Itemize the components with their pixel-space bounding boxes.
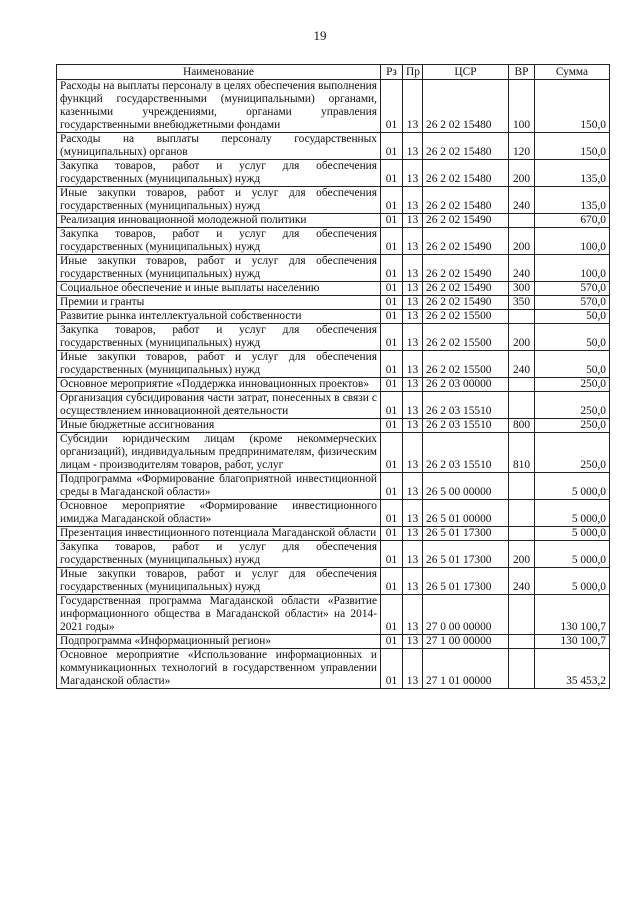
- row-pr: 13: [403, 473, 423, 500]
- row-sum: 250,0: [535, 419, 610, 433]
- row-name: Иные закупки товаров, работ и услуг для обеспечения государственных (муниципальных) нужд: [57, 187, 381, 214]
- row-sum: 250,0: [535, 378, 610, 392]
- row-vr: [509, 527, 535, 541]
- row-csr: 27 0 00 00000: [423, 595, 509, 635]
- row-csr: 26 2 02 15480: [423, 133, 509, 160]
- table-row: [57, 324, 610, 351]
- row-vr: 100: [509, 80, 535, 133]
- row-rz: 01: [381, 351, 403, 378]
- row-csr: 26 2 02 15480: [423, 160, 509, 187]
- row-rz: 01: [381, 160, 403, 187]
- row-name: Субсидии юридическим лицам (кроме некоммерческих организаций), индивидуальным предпринимателям, физическим лицам - производителям товаров, работ, услуг: [57, 433, 381, 473]
- row-sum: 570,0: [535, 296, 610, 310]
- row-name: Расходы на выплаты персоналу государственных (муниципальных) органов: [57, 133, 381, 160]
- row-rz: 01: [381, 635, 403, 649]
- row-rz: 01: [381, 541, 403, 568]
- row-rz: 01: [381, 187, 403, 214]
- row-sum: 670,0: [535, 214, 610, 228]
- row-pr: 13: [403, 527, 423, 541]
- row-name: Организация субсидирования части затрат, понесенных в связи с осуществлением инновационной деятельности: [57, 392, 381, 419]
- row-vr: 300: [509, 282, 535, 296]
- table-row: [57, 160, 610, 187]
- row-sum: 130 100,7: [535, 595, 610, 635]
- table-body: [57, 80, 610, 689]
- row-sum: 50,0: [535, 351, 610, 378]
- table-row: [57, 595, 610, 635]
- row-name: Закупка товаров, работ и услуг для обеспечения государственных (муниципальных) нужд: [57, 324, 381, 351]
- row-vr: [509, 310, 535, 324]
- row-rz: 01: [381, 282, 403, 296]
- table-row: [57, 378, 610, 392]
- row-vr: [509, 473, 535, 500]
- row-csr: 27 1 00 00000: [423, 635, 509, 649]
- row-vr: 240: [509, 568, 535, 595]
- row-vr: [509, 500, 535, 527]
- row-name: Закупка товаров, работ и услуг для обеспечения государственных (муниципальных) нужд: [57, 160, 381, 187]
- row-rz: 01: [381, 296, 403, 310]
- row-pr: 13: [403, 228, 423, 255]
- row-csr: 26 2 02 15490: [423, 214, 509, 228]
- table-row: [57, 649, 610, 689]
- row-sum: 50,0: [535, 324, 610, 351]
- row-pr: 13: [403, 649, 423, 689]
- row-pr: 13: [403, 160, 423, 187]
- header-pr: Пр: [403, 65, 423, 80]
- row-sum: 100,0: [535, 228, 610, 255]
- row-pr: 13: [403, 296, 423, 310]
- row-sum: 35 453,2: [535, 649, 610, 689]
- row-pr: 13: [403, 595, 423, 635]
- row-csr: 26 5 01 00000: [423, 500, 509, 527]
- row-vr: [509, 378, 535, 392]
- row-csr: 26 2 03 15510: [423, 433, 509, 473]
- row-rz: 01: [381, 378, 403, 392]
- row-rz: 01: [381, 595, 403, 635]
- row-vr: 120: [509, 133, 535, 160]
- row-vr: 800: [509, 419, 535, 433]
- row-name: Основное мероприятие «Поддержка инновационных проектов»: [57, 378, 381, 392]
- row-csr: 26 2 03 15510: [423, 419, 509, 433]
- table-row: [57, 187, 610, 214]
- table-row: [57, 500, 610, 527]
- row-name: Иные закупки товаров, работ и услуг для обеспечения государственных (муниципальных) нужд: [57, 351, 381, 378]
- row-sum: 5 000,0: [535, 473, 610, 500]
- row-vr: 350: [509, 296, 535, 310]
- table-row: [57, 473, 610, 500]
- row-pr: 13: [403, 419, 423, 433]
- header-csr: ЦСР: [423, 65, 509, 80]
- row-name: Основное мероприятие «Формирование инвестиционного имиджа Магаданской области»: [57, 500, 381, 527]
- table-row: [57, 282, 610, 296]
- row-rz: 01: [381, 310, 403, 324]
- row-name: Подпрограмма «Информационный регион»: [57, 635, 381, 649]
- row-rz: 01: [381, 228, 403, 255]
- row-vr: 200: [509, 160, 535, 187]
- row-name: Реализация инновационной молодежной политики: [57, 214, 381, 228]
- header-vr: ВР: [509, 65, 535, 80]
- row-vr: 200: [509, 228, 535, 255]
- row-pr: 13: [403, 282, 423, 296]
- row-pr: 13: [403, 378, 423, 392]
- row-rz: 01: [381, 568, 403, 595]
- row-sum: 250,0: [535, 392, 610, 419]
- row-sum: 135,0: [535, 187, 610, 214]
- header-rz: Рз: [381, 65, 403, 80]
- table-row: [57, 228, 610, 255]
- row-rz: 01: [381, 255, 403, 282]
- row-csr: 26 2 02 15500: [423, 351, 509, 378]
- row-name: Премии и гранты: [57, 296, 381, 310]
- row-name: Закупка товаров, работ и услуг для обеспечения государственных (муниципальных) нужд: [57, 541, 381, 568]
- row-pr: 13: [403, 635, 423, 649]
- row-name: Социальное обеспечение и иные выплаты населению: [57, 282, 381, 296]
- row-csr: 26 2 02 15490: [423, 255, 509, 282]
- table-row: [57, 133, 610, 160]
- row-rz: 01: [381, 527, 403, 541]
- table-row: [57, 296, 610, 310]
- row-pr: 13: [403, 541, 423, 568]
- row-sum: 5 000,0: [535, 500, 610, 527]
- row-vr: 240: [509, 187, 535, 214]
- row-name: Закупка товаров, работ и услуг для обеспечения государственных (муниципальных) нужд: [57, 228, 381, 255]
- row-sum: 130 100,7: [535, 635, 610, 649]
- table-row: [57, 310, 610, 324]
- table-row: [57, 80, 610, 133]
- row-csr: 26 2 02 15490: [423, 282, 509, 296]
- row-rz: 01: [381, 473, 403, 500]
- row-sum: 5 000,0: [535, 568, 610, 595]
- row-pr: 13: [403, 392, 423, 419]
- row-vr: [509, 214, 535, 228]
- row-name: Подпрограмма «Формирование благоприятной инвестиционной среды в Магаданской области»: [57, 473, 381, 500]
- row-name: Расходы на выплаты персоналу в целях обеспечения выполнения функций государственными (муниципальными) органами, казенными учреждениями, органами управления государственными внебюджетными фондами: [57, 80, 381, 133]
- row-pr: 13: [403, 133, 423, 160]
- row-name: Основное мероприятие «Использование информационных и коммуникационных технологий в государственном управлении Магаданской области»: [57, 649, 381, 689]
- table-row: [57, 433, 610, 473]
- row-pr: 13: [403, 214, 423, 228]
- row-sum: 135,0: [535, 160, 610, 187]
- row-vr: 240: [509, 351, 535, 378]
- row-csr: 26 2 02 15490: [423, 228, 509, 255]
- row-rz: 01: [381, 500, 403, 527]
- row-csr: 26 2 03 00000: [423, 378, 509, 392]
- row-pr: 13: [403, 500, 423, 527]
- row-vr: [509, 595, 535, 635]
- row-pr: 13: [403, 324, 423, 351]
- row-csr: 26 2 02 15480: [423, 187, 509, 214]
- row-pr: 13: [403, 187, 423, 214]
- row-rz: 01: [381, 214, 403, 228]
- row-rz: 01: [381, 419, 403, 433]
- row-vr: 240: [509, 255, 535, 282]
- table-row: [57, 351, 610, 378]
- row-pr: 13: [403, 568, 423, 595]
- row-csr: 26 5 00 00000: [423, 473, 509, 500]
- row-name: Иные бюджетные ассигнования: [57, 419, 381, 433]
- table-row: [57, 635, 610, 649]
- table-row: [57, 392, 610, 419]
- row-vr: 200: [509, 324, 535, 351]
- row-csr: 26 2 02 15500: [423, 324, 509, 351]
- row-name: Развитие рынка интеллектуальной собственности: [57, 310, 381, 324]
- row-sum: 150,0: [535, 80, 610, 133]
- row-vr: [509, 392, 535, 419]
- row-sum: 100,0: [535, 255, 610, 282]
- row-rz: 01: [381, 433, 403, 473]
- row-vr: 200: [509, 541, 535, 568]
- row-rz: 01: [381, 133, 403, 160]
- row-csr: 26 5 01 17300: [423, 541, 509, 568]
- row-vr: 810: [509, 433, 535, 473]
- row-csr: 26 5 01 17300: [423, 527, 509, 541]
- row-sum: 570,0: [535, 282, 610, 296]
- row-sum: 50,0: [535, 310, 610, 324]
- row-pr: 13: [403, 310, 423, 324]
- row-rz: 01: [381, 80, 403, 133]
- row-csr: 26 5 01 17300: [423, 568, 509, 595]
- row-csr: 26 2 02 15500: [423, 310, 509, 324]
- row-pr: 13: [403, 351, 423, 378]
- page-number: 19: [313, 28, 327, 43]
- table-row: [57, 419, 610, 433]
- row-name: Иные закупки товаров, работ и услуг для обеспечения государственных (муниципальных) нужд: [57, 568, 381, 595]
- table-row: [57, 568, 610, 595]
- row-vr: [509, 649, 535, 689]
- row-rz: 01: [381, 392, 403, 419]
- budget-table: [56, 64, 610, 689]
- row-sum: 5 000,0: [535, 527, 610, 541]
- row-rz: 01: [381, 324, 403, 351]
- table-header-row: [57, 65, 610, 80]
- row-csr: 26 2 02 15480: [423, 80, 509, 133]
- row-pr: 13: [403, 80, 423, 133]
- row-pr: 13: [403, 255, 423, 282]
- row-vr: [509, 635, 535, 649]
- header-sum: Сумма: [535, 65, 610, 80]
- table-row: [57, 527, 610, 541]
- table-row: [57, 214, 610, 228]
- row-name: Иные закупки товаров, работ и услуг для обеспечения государственных (муниципальных) нужд: [57, 255, 381, 282]
- header-name: Наименование: [57, 65, 381, 80]
- row-rz: 01: [381, 649, 403, 689]
- row-pr: 13: [403, 433, 423, 473]
- row-csr: 26 2 02 15490: [423, 296, 509, 310]
- row-name: Государственная программа Магаданской области «Развитие информационного общества в Магаданской области» на 2014-2021 годы»: [57, 595, 381, 635]
- row-sum: 5 000,0: [535, 541, 610, 568]
- row-sum: 150,0: [535, 133, 610, 160]
- row-name: Презентация инвестиционного потенциала Магаданской области: [57, 527, 381, 541]
- row-csr: 26 2 03 15510: [423, 392, 509, 419]
- row-csr: 27 1 01 00000: [423, 649, 509, 689]
- table-row: [57, 255, 610, 282]
- table-row: [57, 541, 610, 568]
- row-sum: 250,0: [535, 433, 610, 473]
